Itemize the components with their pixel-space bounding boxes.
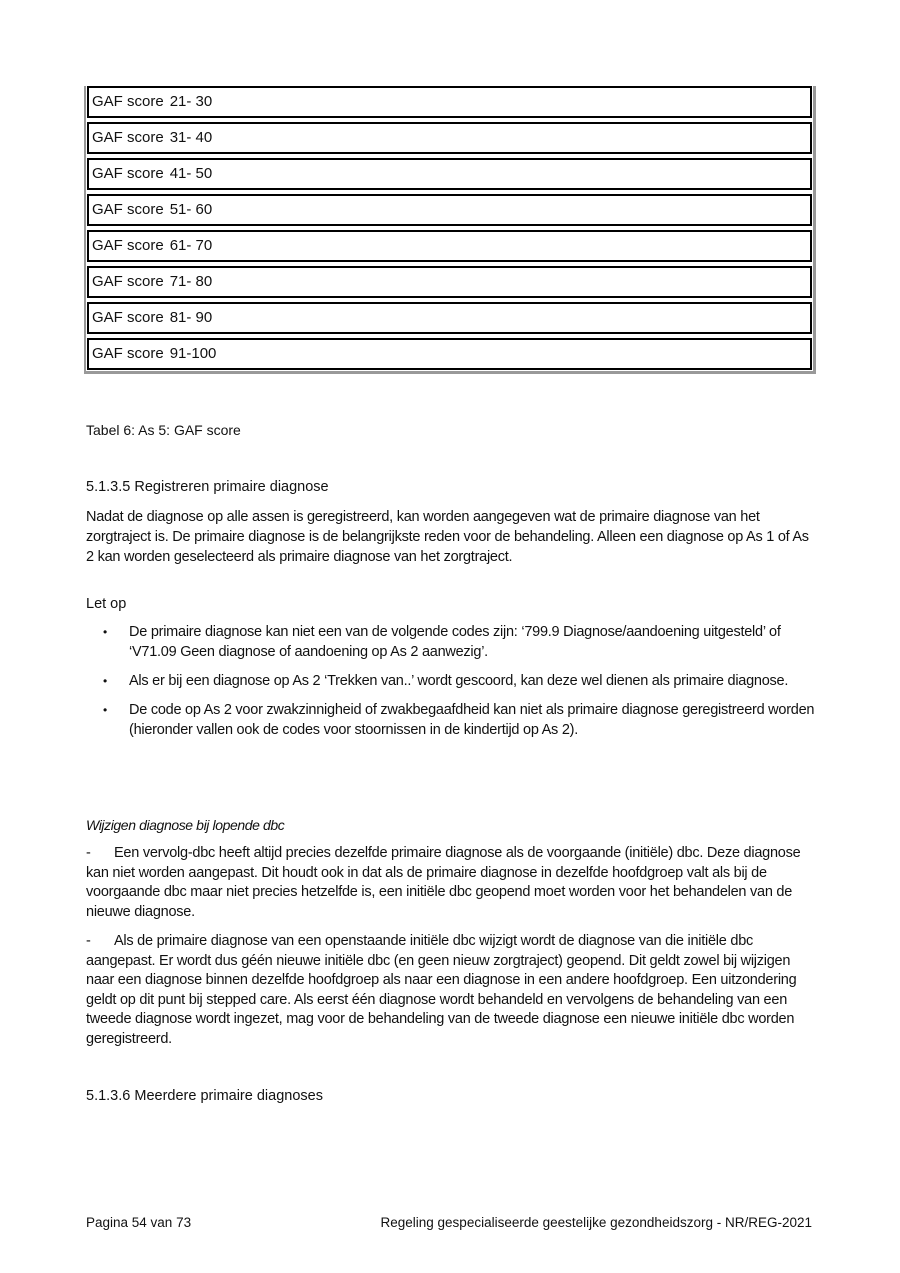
row-label: GAF score: [92, 309, 164, 326]
row-range: 31- 40: [169, 129, 213, 146]
table-row: [87, 230, 812, 262]
table-caption: Tabel 6: As 5: GAF score: [86, 422, 241, 438]
row-label: GAF score: [92, 273, 164, 290]
row-range: 51- 60: [169, 201, 213, 218]
dash-icon: -: [86, 845, 91, 861]
row-range: 21- 30: [169, 93, 213, 110]
table-row: [87, 86, 812, 118]
section-heading-5135: 5.1.3.5 Registreren primaire diagnose: [86, 479, 329, 495]
row-label: GAF score: [92, 165, 164, 182]
note-label: Let op: [86, 596, 127, 612]
note-bullet-list: [86, 622, 816, 749]
table-row: [87, 266, 812, 298]
row-range: 81- 90: [169, 309, 213, 326]
row-label: GAF score: [92, 129, 164, 146]
table-row: [87, 158, 812, 190]
section-paragraph: Nadat de diagnose op alle assen is geregistreerd, kan worden aangegeven wat de primaire diagnose van het zorgtraject is. De primaire diagnose is de belangrijkste reden voor de behandeling. Alleen een diagnose op As 1 of As 2 kan worden geselecteerd als primaire diagnose van het zorgtraject.: [86, 509, 809, 565]
list-item: • De primaire diagnose kan niet een van de volgende codes zijn: ‘799.9 Diagnose/aandoening uitgesteld’ of ‘V71.09 Geen diagnose of aandoening op As 2 aanwezig’.: [86, 622, 816, 662]
row-label: GAF score: [92, 93, 164, 110]
subheading-wijzigen: Wijzigen diagnose bij lopende dbc: [86, 817, 285, 833]
row-label: GAF score: [92, 237, 164, 254]
row-range: 71- 80: [169, 273, 213, 290]
table-row: [87, 302, 812, 334]
row-label: GAF score: [92, 201, 164, 218]
dash-item: - Als de primaire diagnose van een openstaande initiële dbc wijzigt wordt de diagnose van die initiële dbc aangepast. Er wordt dus géén nieuwe initiële dbc (en geen nieuw zorgtraject) geopend. Dit geldt zowel bij wijzigen naar een diagnose binnen dezelfde hoofdgroep als naar een diagnose in een andere hoofdgroep. Een uitzondering geldt op dit punt bij stepped care. Als eerst één diagnose wordt behandeld en vervolgens de behandeling van een tweede diagnose wordt ingezet, mag voor de behandeling van de tweede diagnose een nieuwe initiële dbc worden geregistreerd.: [86, 933, 797, 1047]
list-item: • Als er bij een diagnose op As 2 ‘Trekken van..’ wordt gescoord, kan deze wel dienen als primaire diagnose.: [86, 671, 816, 691]
page-number: Pagina 54 van 73: [86, 1215, 192, 1230]
table-row: [87, 122, 812, 154]
bullet-icon: [86, 671, 129, 691]
dash-item: - Een vervolg-dbc heeft altijd precies dezelfde primaire diagnose als de voorgaande (initiële) dbc. Deze diagnose kan niet worden aangepast. Dit houdt ook in dat als de primaire diagnose in dezelfde hoofdgroep valt als bij de voorgaande dbc maar niet precies hetzelfde is, een initiële dbc geopend moet worden voor het behandelen van de nieuwe diagnose.: [86, 845, 801, 920]
dash-icon: -: [86, 933, 91, 949]
table-row: [87, 338, 812, 370]
row-range: 61- 70: [169, 237, 213, 254]
document-title: Regeling gespecialiseerde geestelijke gezondheidszorg - NR/REG-2021: [380, 1215, 812, 1230]
row-range: 91-100: [169, 345, 217, 362]
row-range: 41- 50: [169, 165, 213, 182]
list-item: • De code op As 2 voor zwakzinnigheid of zwakbegaafdheid kan niet als primaire diagnose geregistreerd worden (hieronder vallen ook de codes voor stoornissen in de kindertijd op As 2).: [86, 700, 816, 740]
row-label: GAF score: [92, 345, 164, 362]
bullet-icon: [86, 700, 129, 740]
section-heading-5136: 5.1.3.6 Meerdere primaire diagnoses: [86, 1088, 323, 1104]
table-row: [87, 194, 812, 226]
bullet-icon: [86, 622, 129, 662]
gaf-score-table: [84, 86, 816, 374]
